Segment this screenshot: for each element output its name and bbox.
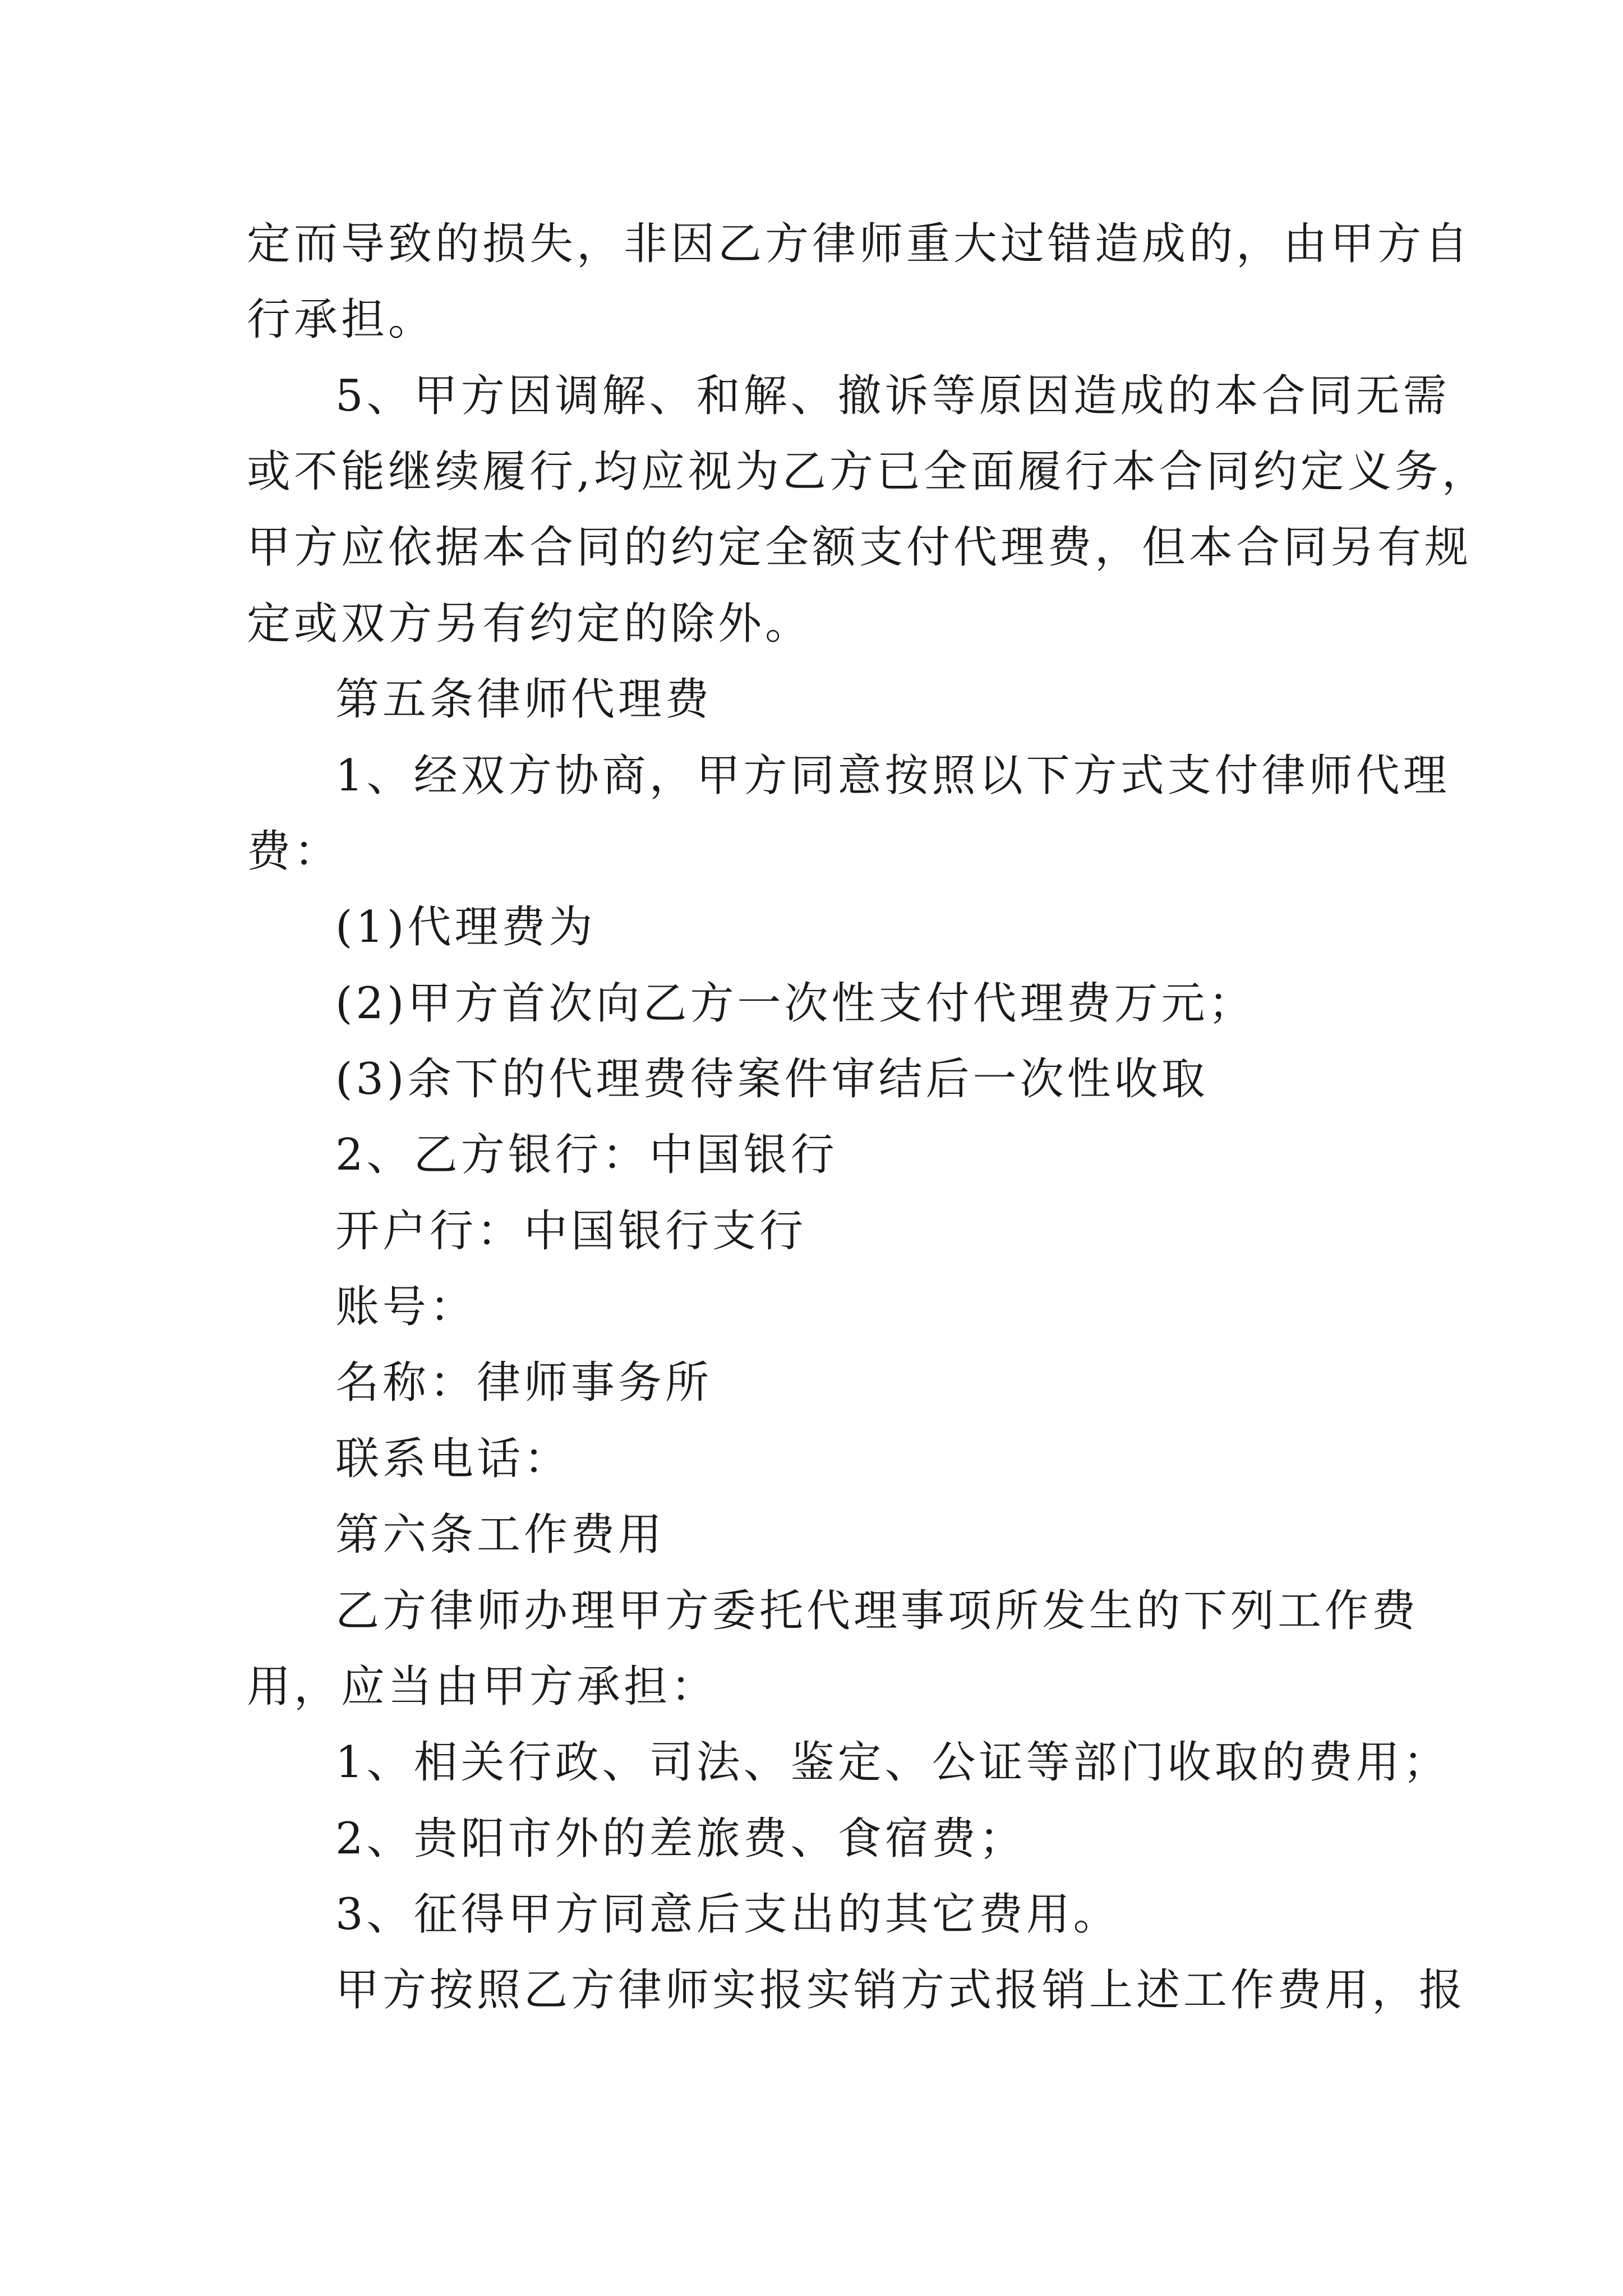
- paragraph-line: 行承担。: [247, 295, 436, 345]
- paragraph-line: 或不能继续履行,均应视为乙方已全面履行本合同约定义务，: [247, 447, 1489, 497]
- bank-field: 开户行：中国银行支行: [335, 1206, 807, 1257]
- paragraph-line: 乙方律师办理甲方委托代理事项所发生的下列工作费: [335, 1586, 1419, 1636]
- bank-field: 2、乙方银行：中国银行: [335, 1130, 838, 1180]
- paragraph-line: 1、经双方协商，甲方同意按照以下方式支付律师代理: [335, 751, 1450, 801]
- list-item: 2、贵阳市外的差旅费、食宿费；: [335, 1814, 1026, 1864]
- paragraph-line: 甲方按照乙方律师实报实销方式报销上述工作费用，报: [335, 1965, 1467, 2016]
- paragraph-line: 甲方应依据本合同的约定全额支付代理费，但本合同另有规: [247, 522, 1472, 573]
- list-item: (3)余下的代理费待案件审结后一次性收取: [335, 1054, 1209, 1105]
- bank-field: 联系电话：: [335, 1434, 571, 1484]
- section-heading: 第五条律师代理费: [335, 674, 713, 725]
- paragraph-line: 5、甲方因调解、和解、撤诉等原因造成的本合同无需: [335, 371, 1450, 421]
- paragraph-line: 用，应当由甲方承担：: [247, 1662, 718, 1712]
- paragraph-line: 费：: [247, 826, 342, 877]
- list-item: (2)甲方首次向乙方一次性支付代理费万元；: [335, 978, 1256, 1029]
- section-heading: 第六条工作费用: [335, 1510, 666, 1560]
- list-item: 1、相关行政、司法、鉴定、公证等部门收取的费用；: [335, 1737, 1450, 1788]
- paragraph-line: 定而导致的损失，非因乙方律师重大过错造成的，由甲方自: [247, 219, 1472, 269]
- bank-field: 账号：: [335, 1282, 477, 1332]
- bank-field: 名称：律师事务所: [335, 1358, 713, 1408]
- paragraph-line: 定或双方另有约定的除外。: [247, 599, 813, 649]
- list-item: 3、征得甲方同意后支出的其它费用。: [335, 1889, 1121, 1940]
- list-item: (1)代理费为: [335, 902, 596, 953]
